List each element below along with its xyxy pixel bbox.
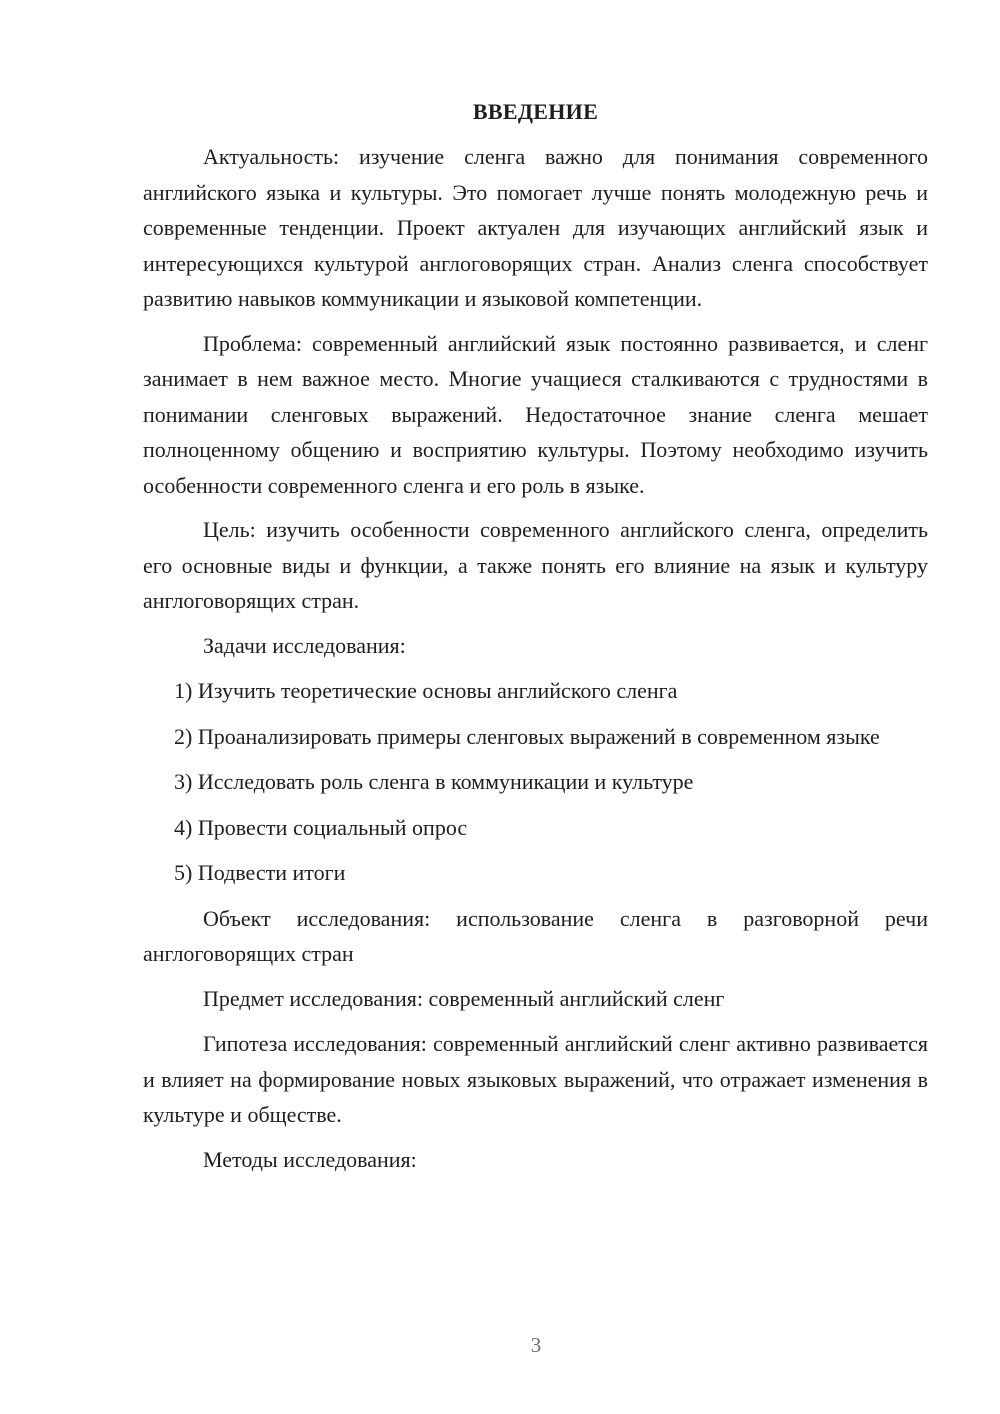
- paragraph-relevance: Актуальность: изучение сленга важно для понимания современного английского языка и культуры. Это помогает лучше понять молодежную речь и современные тенденции. Проект актуален для изучающих английский язык и интересующихся культурой англоговорящих стран. Анализ сленга способствует развитию навыков коммуникации и языковой компетенции.: [143, 144, 928, 311]
- paragraph-problem: Проблема: современный английский язык постоянно развивается, и сленг занимает в нем важное место. Многие учащиеся сталкиваются с трудностями в понимании сленговых выражений. Недостаточное знание сленга мешает полноценному общению и восприятию культуры. Поэтому необходимо изучить особенности современного сленга и его роль в языке.: [143, 330, 928, 498]
- page-number: 3: [530, 1333, 542, 1357]
- paragraph-goal: Цель: изучить особенности современного английского сленга, определить его основные виды и функции, а также понять его влияние на язык и культуру англоговорящих стран.: [143, 517, 928, 613]
- paragraph-object: Объект исследования: использование сленга в разговорной речи англоговорящих стран: [143, 905, 928, 966]
- list-item: 1) Изучить теоретические основы английского сленга: [174, 678, 678, 703]
- paragraph-subject: Предмет исследования: современный английский сленг: [203, 985, 725, 1011]
- section-title: ВВЕДЕНИЕ: [472, 99, 599, 124]
- tasks-list: [143, 673, 928, 891]
- list-item: 5) Подвести итоги: [174, 860, 346, 885]
- page-content: [143, 94, 928, 1187]
- list-item: 2) Проанализировать примеры сленговых выражений в современном языке: [174, 723, 880, 749]
- tasks-heading: Задачи исследования:: [203, 632, 406, 658]
- list-item: 4) Провести социальный опрос: [174, 814, 468, 840]
- paragraph-hypothesis: Гипотеза исследования: современный английский сленг активно развивается и влияет на формирование новых языковых выражений, что отражает изменения в культуре и обществе.: [143, 1031, 928, 1127]
- methods-heading: Методы исследования:: [203, 1146, 417, 1172]
- list-item: 3) Исследовать роль сленга в коммуникации и культуре: [174, 769, 694, 794]
